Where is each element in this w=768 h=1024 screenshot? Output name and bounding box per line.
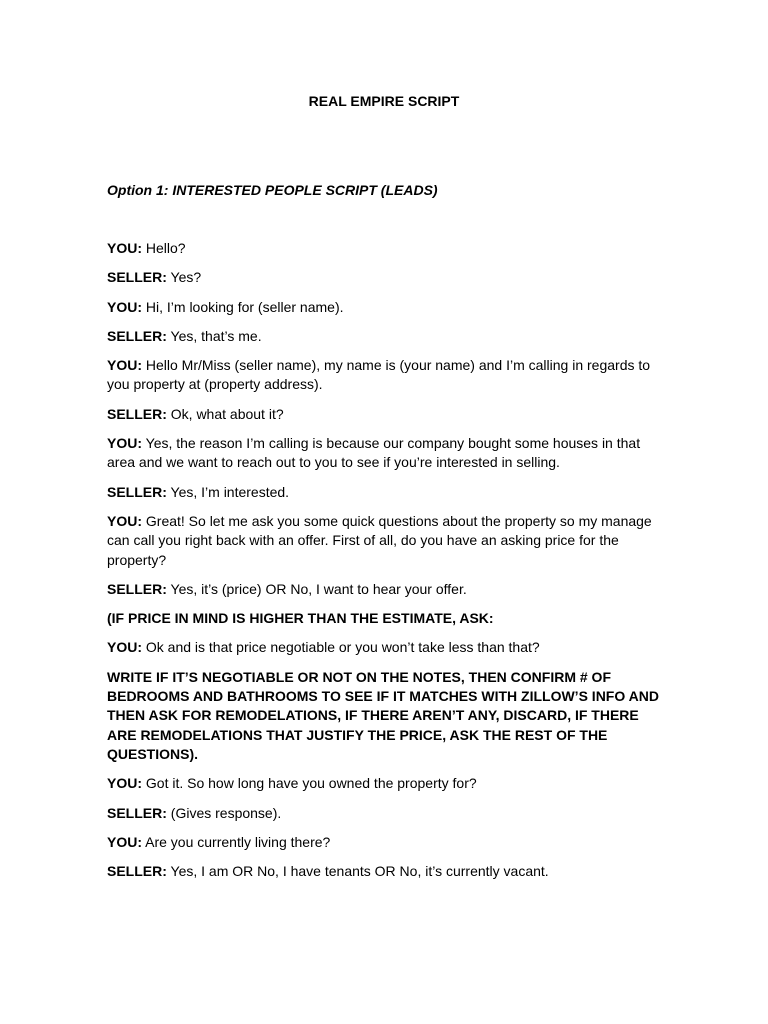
speaker-label: YOU: — [107, 435, 142, 452]
script-body — [107, 239, 663, 891]
speaker-label: YOU: — [107, 298, 142, 315]
line-text: Hello Mr/Miss (seller name), my name is (your name) and I’m calling in regards to you property at (property address). — [107, 357, 651, 393]
speaker-label: YOU: — [107, 240, 142, 256]
line-text: Yes, I am OR No, I have tenants OR No, it’s currently vacant. — [166, 863, 549, 880]
script-line — [107, 405, 663, 424]
script-line — [107, 298, 663, 317]
script-line — [107, 638, 663, 657]
speaker-label: YOU: — [107, 775, 142, 792]
speaker-label: SELLER: — [107, 483, 167, 500]
line-text: Are you currently living there? — [142, 833, 331, 850]
line-text: Yes, it’s (price) OR No, I want to hear your offer. — [166, 580, 467, 597]
script-line — [107, 268, 663, 287]
speaker-label: SELLER: — [107, 269, 167, 286]
instruction-note: WRITE IF IT’S NEGOTIABLE OR NOT ON THE NOTES, THEN CONFIRM # OF BEDROOMS AND BATHROOMS TO SEE IF IT MATCHES WITH ZILLOW’S INFO AND THEN ASK FOR REMODELATIONS, IF THERE AREN’T ANY, DISCARD, IF THERE ARE REMODELATIONS THAT JUSTIFY THE PRICE, ASK THE REST OF THE QUESTIONS). — [107, 668, 659, 762]
script-line — [107, 580, 663, 599]
speaker-label: SELLER: — [107, 580, 167, 597]
script-line — [107, 804, 663, 823]
script-line — [107, 434, 663, 473]
line-text: Got it. So how long have you owned the property for? — [142, 775, 477, 792]
instruction-note: (IF PRICE IN MIND IS HIGHER THAN THE ESTIMATE, ASK: — [107, 610, 494, 627]
script-line — [107, 356, 663, 395]
line-text: Hi, I’m looking for (seller name). — [142, 298, 344, 315]
line-text: Ok, what about it? — [166, 405, 284, 422]
option-heading: Option 1: INTERESTED PEOPLE SCRIPT (LEADS) — [107, 182, 438, 198]
speaker-label: YOU: — [107, 357, 142, 374]
speaker-label: SELLER: — [107, 405, 167, 422]
line-text: Yes, that’s me. — [166, 327, 262, 344]
line-text: Yes, I’m interested. — [166, 483, 290, 500]
speaker-label: SELLER: — [107, 863, 167, 880]
speaker-label: SELLER: — [107, 804, 167, 821]
script-line — [107, 774, 663, 793]
line-text: Ok and is that price negotiable or you won’t take less than that? — [142, 639, 540, 656]
line-text: Great! So let me ask you some quick questions about the property so my manage can call you right back with an offer. First of all, do you have an asking price for the property? — [107, 512, 652, 568]
script-line — [107, 483, 663, 502]
line-text: Yes? — [166, 269, 202, 286]
script-line — [107, 239, 663, 258]
script-line — [107, 833, 663, 852]
speaker-label: YOU: — [107, 833, 142, 850]
line-text: Yes, the reason I’m calling is because our company bought some houses in that area and we want to reach out to you to see if you’re interested in selling. — [107, 435, 641, 471]
document-title: REAL EMPIRE SCRIPT — [308, 93, 460, 109]
speaker-label: YOU: — [107, 512, 142, 529]
script-line — [107, 862, 663, 881]
line-text: Hello? — [142, 240, 186, 256]
script-line — [107, 512, 663, 570]
line-text: (Gives response). — [166, 804, 282, 821]
speaker-label: YOU: — [107, 639, 142, 656]
script-line — [107, 327, 663, 346]
speaker-label: SELLER: — [107, 327, 167, 344]
